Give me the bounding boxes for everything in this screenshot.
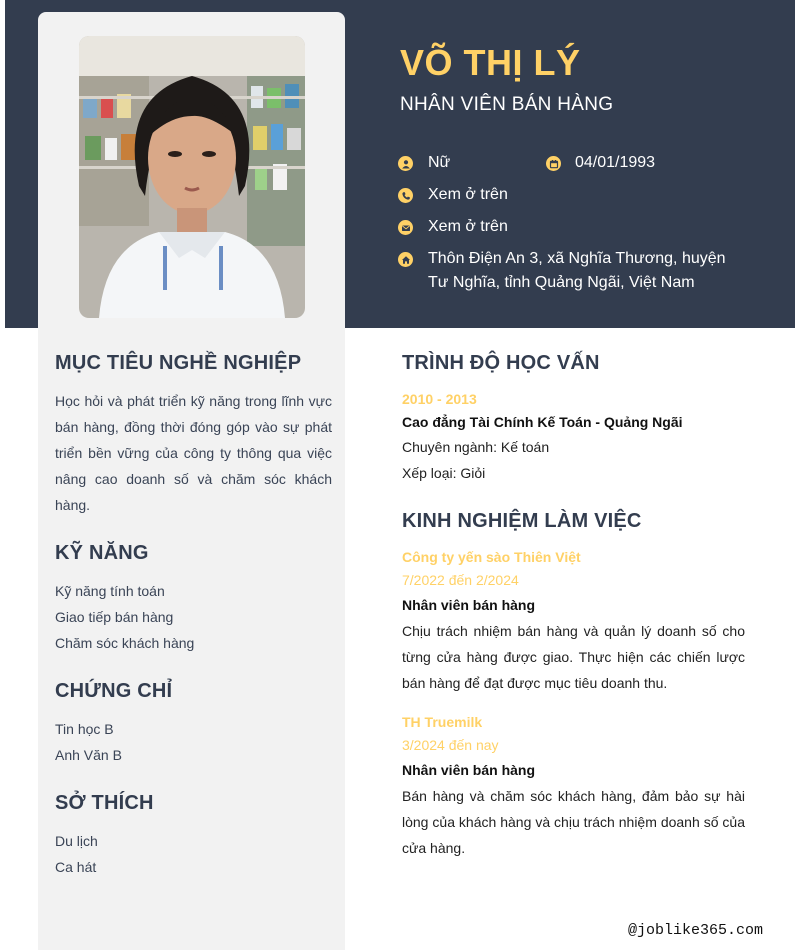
job-description: Chịu trách nhiệm bán hàng và quản lý doanh số cho từng cửa hàng được giao. Thực hiện các chiến lược bán hàng để đạt được mục tiêu doanh thu.: [402, 623, 745, 691]
profile-photo: [79, 36, 305, 318]
certificates-heading: CHỨNG CHỈ: [55, 680, 173, 702]
job-role: Nhân viên bán hàng: [402, 762, 536, 778]
job-period: 7/2022 đến 2/2024: [402, 572, 519, 588]
phone-icon: [398, 188, 413, 203]
home-icon: [398, 252, 413, 267]
experience-heading: KINH NGHIỆM LÀM VIỆC: [402, 510, 642, 532]
hobby-item: Du lịch: [55, 833, 98, 849]
hobbies-heading: SỞ THÍCH: [55, 792, 154, 814]
education-grade: Xếp loại: Giỏi: [402, 465, 486, 481]
hobby-item: Ca hát: [55, 859, 97, 875]
mail-icon: [398, 220, 413, 235]
watermark-text: @joblike365.com: [628, 922, 764, 939]
candidate-name: VÕ THỊ LÝ: [400, 42, 581, 83]
gender-value: Nữ: [428, 154, 451, 171]
calendar-icon: [546, 156, 561, 171]
education-heading: TRÌNH ĐỘ HỌC VẤN: [402, 352, 600, 374]
education-major: Chuyên ngành: Kế toán: [402, 439, 550, 455]
candidate-title: NHÂN VIÊN BÁN HÀNG: [400, 94, 614, 115]
skills-heading: KỸ NĂNG: [55, 542, 149, 564]
job-company: Công ty yến sào Thiên Việt: [402, 549, 581, 565]
birthdate-value: 04/01/1993: [575, 154, 656, 171]
email-value: Xem ở trên: [428, 218, 508, 235]
certificate-item: Tin học B: [55, 721, 114, 737]
skill-item: Giao tiếp bán hàng: [55, 609, 174, 625]
objective-heading: MỤC TIÊU NGHỀ NGHIỆP: [55, 352, 302, 374]
skill-item: Kỹ năng tính toán: [55, 583, 165, 599]
job-description: Bán hàng và chăm sóc khách hàng, đảm bảo sự hài lòng của khách hàng và chịu trách nhiệm doanh số của cửa hàng.: [402, 788, 745, 856]
objective-text: Học hỏi và phát triển kỹ năng trong lĩnh vực bán hàng, đồng thời đóng góp vào sự phát triển bền vững của công ty thông qua việc nâng cao doanh số và chăm sóc khách hàng.: [55, 393, 332, 513]
education-period: 2010 - 2013: [402, 391, 477, 407]
job-company: TH Truemilk: [402, 714, 483, 730]
education-school: Cao đẳng Tài Chính Kế Toán - Quảng Ngãi: [402, 414, 683, 430]
job-role: Nhân viên bán hàng: [402, 597, 536, 613]
certificate-item: Anh Văn B: [55, 747, 122, 763]
address-value: Thôn Điện An 3, xã Nghĩa Thương, huyện Tư Nghĩa, tỉnh Quảng Ngãi, Việt Nam: [428, 250, 726, 291]
phone-value: Xem ở trên: [428, 186, 508, 203]
skill-item: Chăm sóc khách hàng: [55, 635, 195, 651]
user-icon: [398, 156, 413, 171]
job-period: 3/2024 đến nay: [402, 737, 499, 753]
